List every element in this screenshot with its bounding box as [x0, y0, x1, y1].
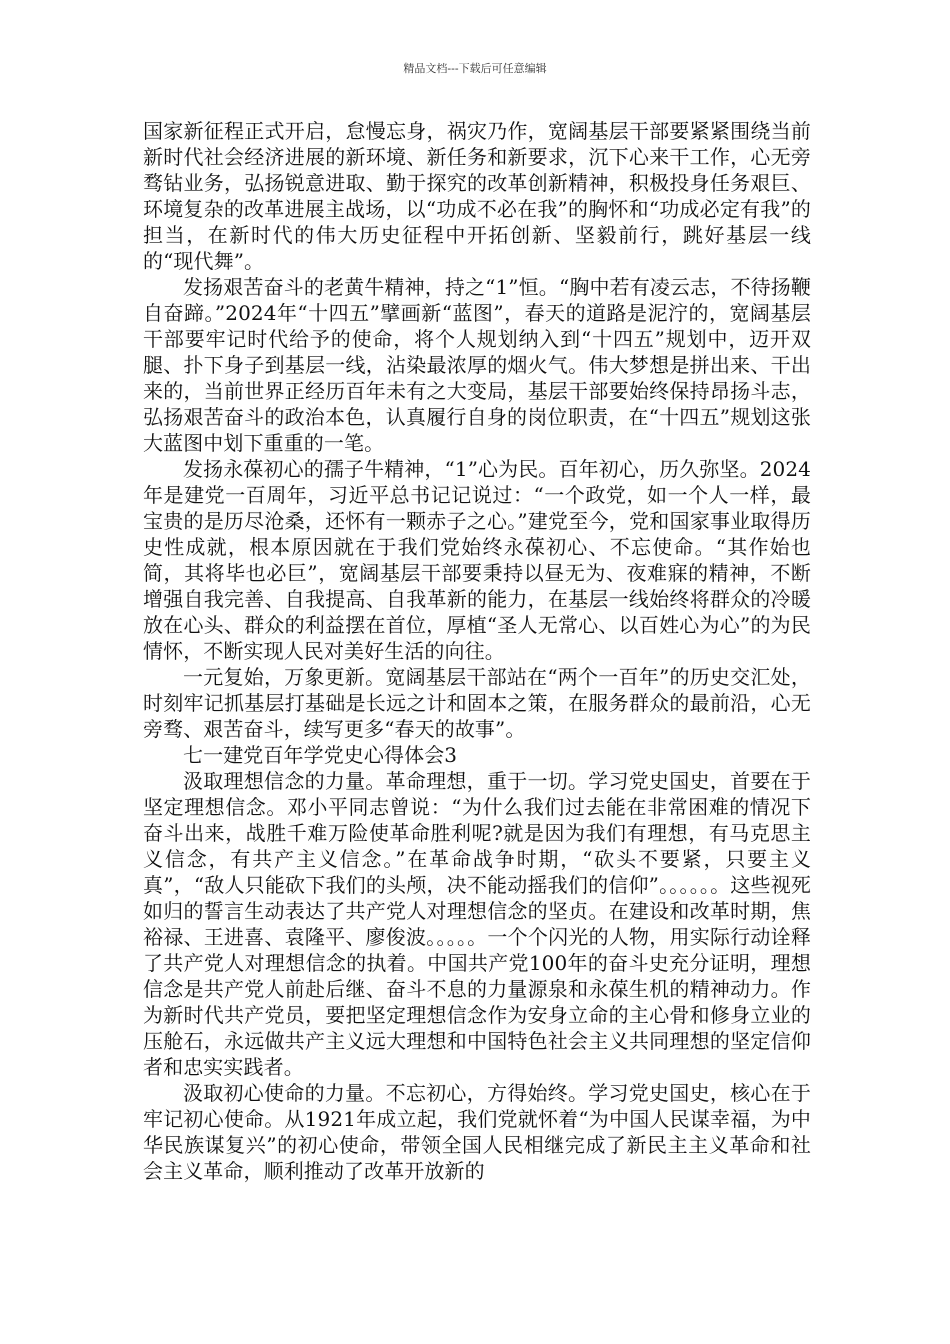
paragraph: 国家新征程正式开启，怠慢忘身，祸灾乃作，宽阔基层干部要紧紧围绕当前新时代社会经济进展的新环境、新任务和新要求，沉下心来干工作，心无旁骛钻业务，弘扬锐意进取、勤于探究的改革创新精神，积极投身任务艰巨、环境复杂的改革进展主战场，以“功成不必在我”的胸怀和“功成必定有我”的担当，在新时代的伟大历史征程中开拓创新、坚毅前行，跳好基层一线的“现代舞”。: [143, 119, 811, 273]
paragraph: 一元复始，万象更新。宽阔基层干部站在“两个一百年”的历史交汇处，时刻牢记抓基层打基础是长远之计和固本之策，在服务群众的最前沿，心无旁骛、艰苦奋斗，续写更多“春天的故事”。: [143, 665, 811, 741]
document-body: [143, 118, 811, 1184]
section-heading: 七一建党百年学党史心得体会3: [183, 743, 458, 767]
paragraph: 发扬艰苦奋斗的老黄牛精神，持之“1”恒。“胸中若有凌云志，不待扬鞭自奋蹄。”2024年“十四五”擘画新“蓝图”，春天的道路是泥泞的，宽阔基层干部要牢记时代给予的使命，将个人规划纳入到“十四五”规划中，迈开双腿、扑下身子到基层一线，沾染最浓厚的烟火气。伟大梦想是拼出来、干出来的，当前世界正经历百年未有之大变局，基层干部要始终保持昂扬斗志，弘扬艰苦奋斗的政治本色，认真履行自身的岗位职责，在“十四五”规划这张大蓝图中划下重重的一笔。: [143, 275, 811, 455]
page-header: 精品文档---下载后可任意编辑: [403, 62, 547, 75]
paragraph: 汲取初心使命的力量。不忘初心，方得始终。学习党史国史，核心在于牢记初心使命。从1921年成立起，我们党就怀着“为中国人民谋幸福，为中华民族谋复兴”的初心使命，带领全国人民相继完成了新民主主义革命和社会主义革命，顺利推动了改革开放新的: [143, 1081, 811, 1183]
paragraph: 发扬永葆初心的孺子牛精神，“1”心为民。百年初心，历久弥坚。2024年是建党一百周年，习近平总书记记说过：“一个政党，如一个人一样，最宝贵的是历尽沧桑，还怀有一颗赤子之心。”建党至今，党和国家事业取得历史性成就，根本原因就在于我们党始终永葆初心、不忘使命。“其作始也简，其将毕也必巨”，宽阔基层干部要秉持以昼无为、夜难寐的精神，不断增强自我完善、自我提高、自我革新的能力，在基层一线始终将群众的冷暖放在心头、群众的利益摆在首位，厚植“圣人无常心、以百姓心为心”的为民情怀，不断实现人民对美好生活的向往。: [143, 457, 811, 663]
paragraph: 汲取理想信念的力量。革命理想，重于一切。学习党史国史，首要在于坚定理想信念。邓小平同志曾说：“为什么我们过去能在非常困难的情况下奋斗出来，战胜千难万险使革命胜利呢?就是因为我们有理想，有马克思主义信念，有共产主义信念。”在革命战争时期，“砍头不要紧，只要主义真”，“敌人只能砍下我们的头颅，决不能动摇我们的信仰”。。。。。。这些视死如归的誓言生动表达了共产党人对理想信念的坚贞。在建设和改革时期，焦裕禄、王进喜、袁隆平、廖俊波。。。。。一个个闪光的人物，用实际行动诠释了共产党人对理想信念的执着。中国共产党100年的奋斗史充分证明，理想信念是共产党人前赴后继、奋斗不息的力量源泉和永葆生机的精神动力。作为新时代共产党员，要把坚定理想信念作为安身立命的主心骨和修身立业的压舱石，永远做共产主义远大理想和中国特色社会主义共同理想的坚定信仰者和忠实实践者。: [143, 769, 811, 1079]
